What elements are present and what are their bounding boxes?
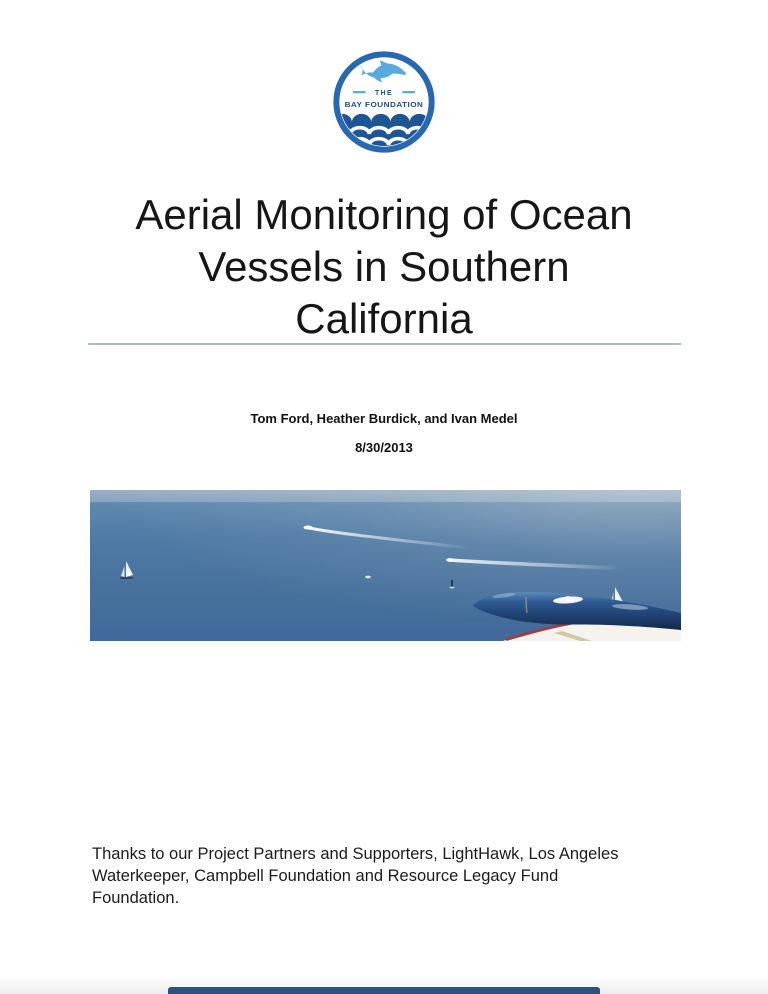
motorboat-2 [446, 558, 454, 562]
report-title-line: Vessels in Southern [198, 243, 570, 290]
report-title-line: Aerial Monitoring of Ocean [135, 191, 633, 238]
buoy [451, 580, 453, 587]
motorboat-1 [304, 526, 313, 530]
next-page-edge-bar [168, 987, 600, 994]
small-boat [365, 576, 371, 579]
pod-sun-glint-core [565, 596, 571, 602]
logo-word-the: THE [374, 90, 394, 98]
report-date: 8/30/2013 [355, 440, 413, 455]
acknowledgements [92, 843, 692, 909]
authors-line: Tom Ford, Heather Burdick, and Ivan Medel [250, 411, 518, 426]
logo-word-org: BAY FOUNDATION [344, 100, 424, 110]
bay-foundation-logo-icon [329, 47, 439, 157]
acknowledgements-line: Thanks to our Project Partners and Supporters, LightHawk, Los Angeles [92, 845, 619, 863]
acknowledgements-line: Waterkeeper, Campbell Foundation and Resource Legacy Fund [92, 867, 559, 885]
horizon-glare [90, 490, 681, 502]
title-divider-rule [88, 343, 681, 345]
acknowledgements-line: Foundation. [92, 889, 180, 907]
logo-dash-left [353, 91, 366, 93]
report-title [0, 189, 768, 345]
buoy-splash [450, 587, 455, 589]
aerial-ocean-photo [90, 490, 681, 641]
report-title-line: California [295, 295, 473, 342]
logo-dash-right [402, 91, 415, 93]
bay-foundation-logo [329, 47, 439, 157]
